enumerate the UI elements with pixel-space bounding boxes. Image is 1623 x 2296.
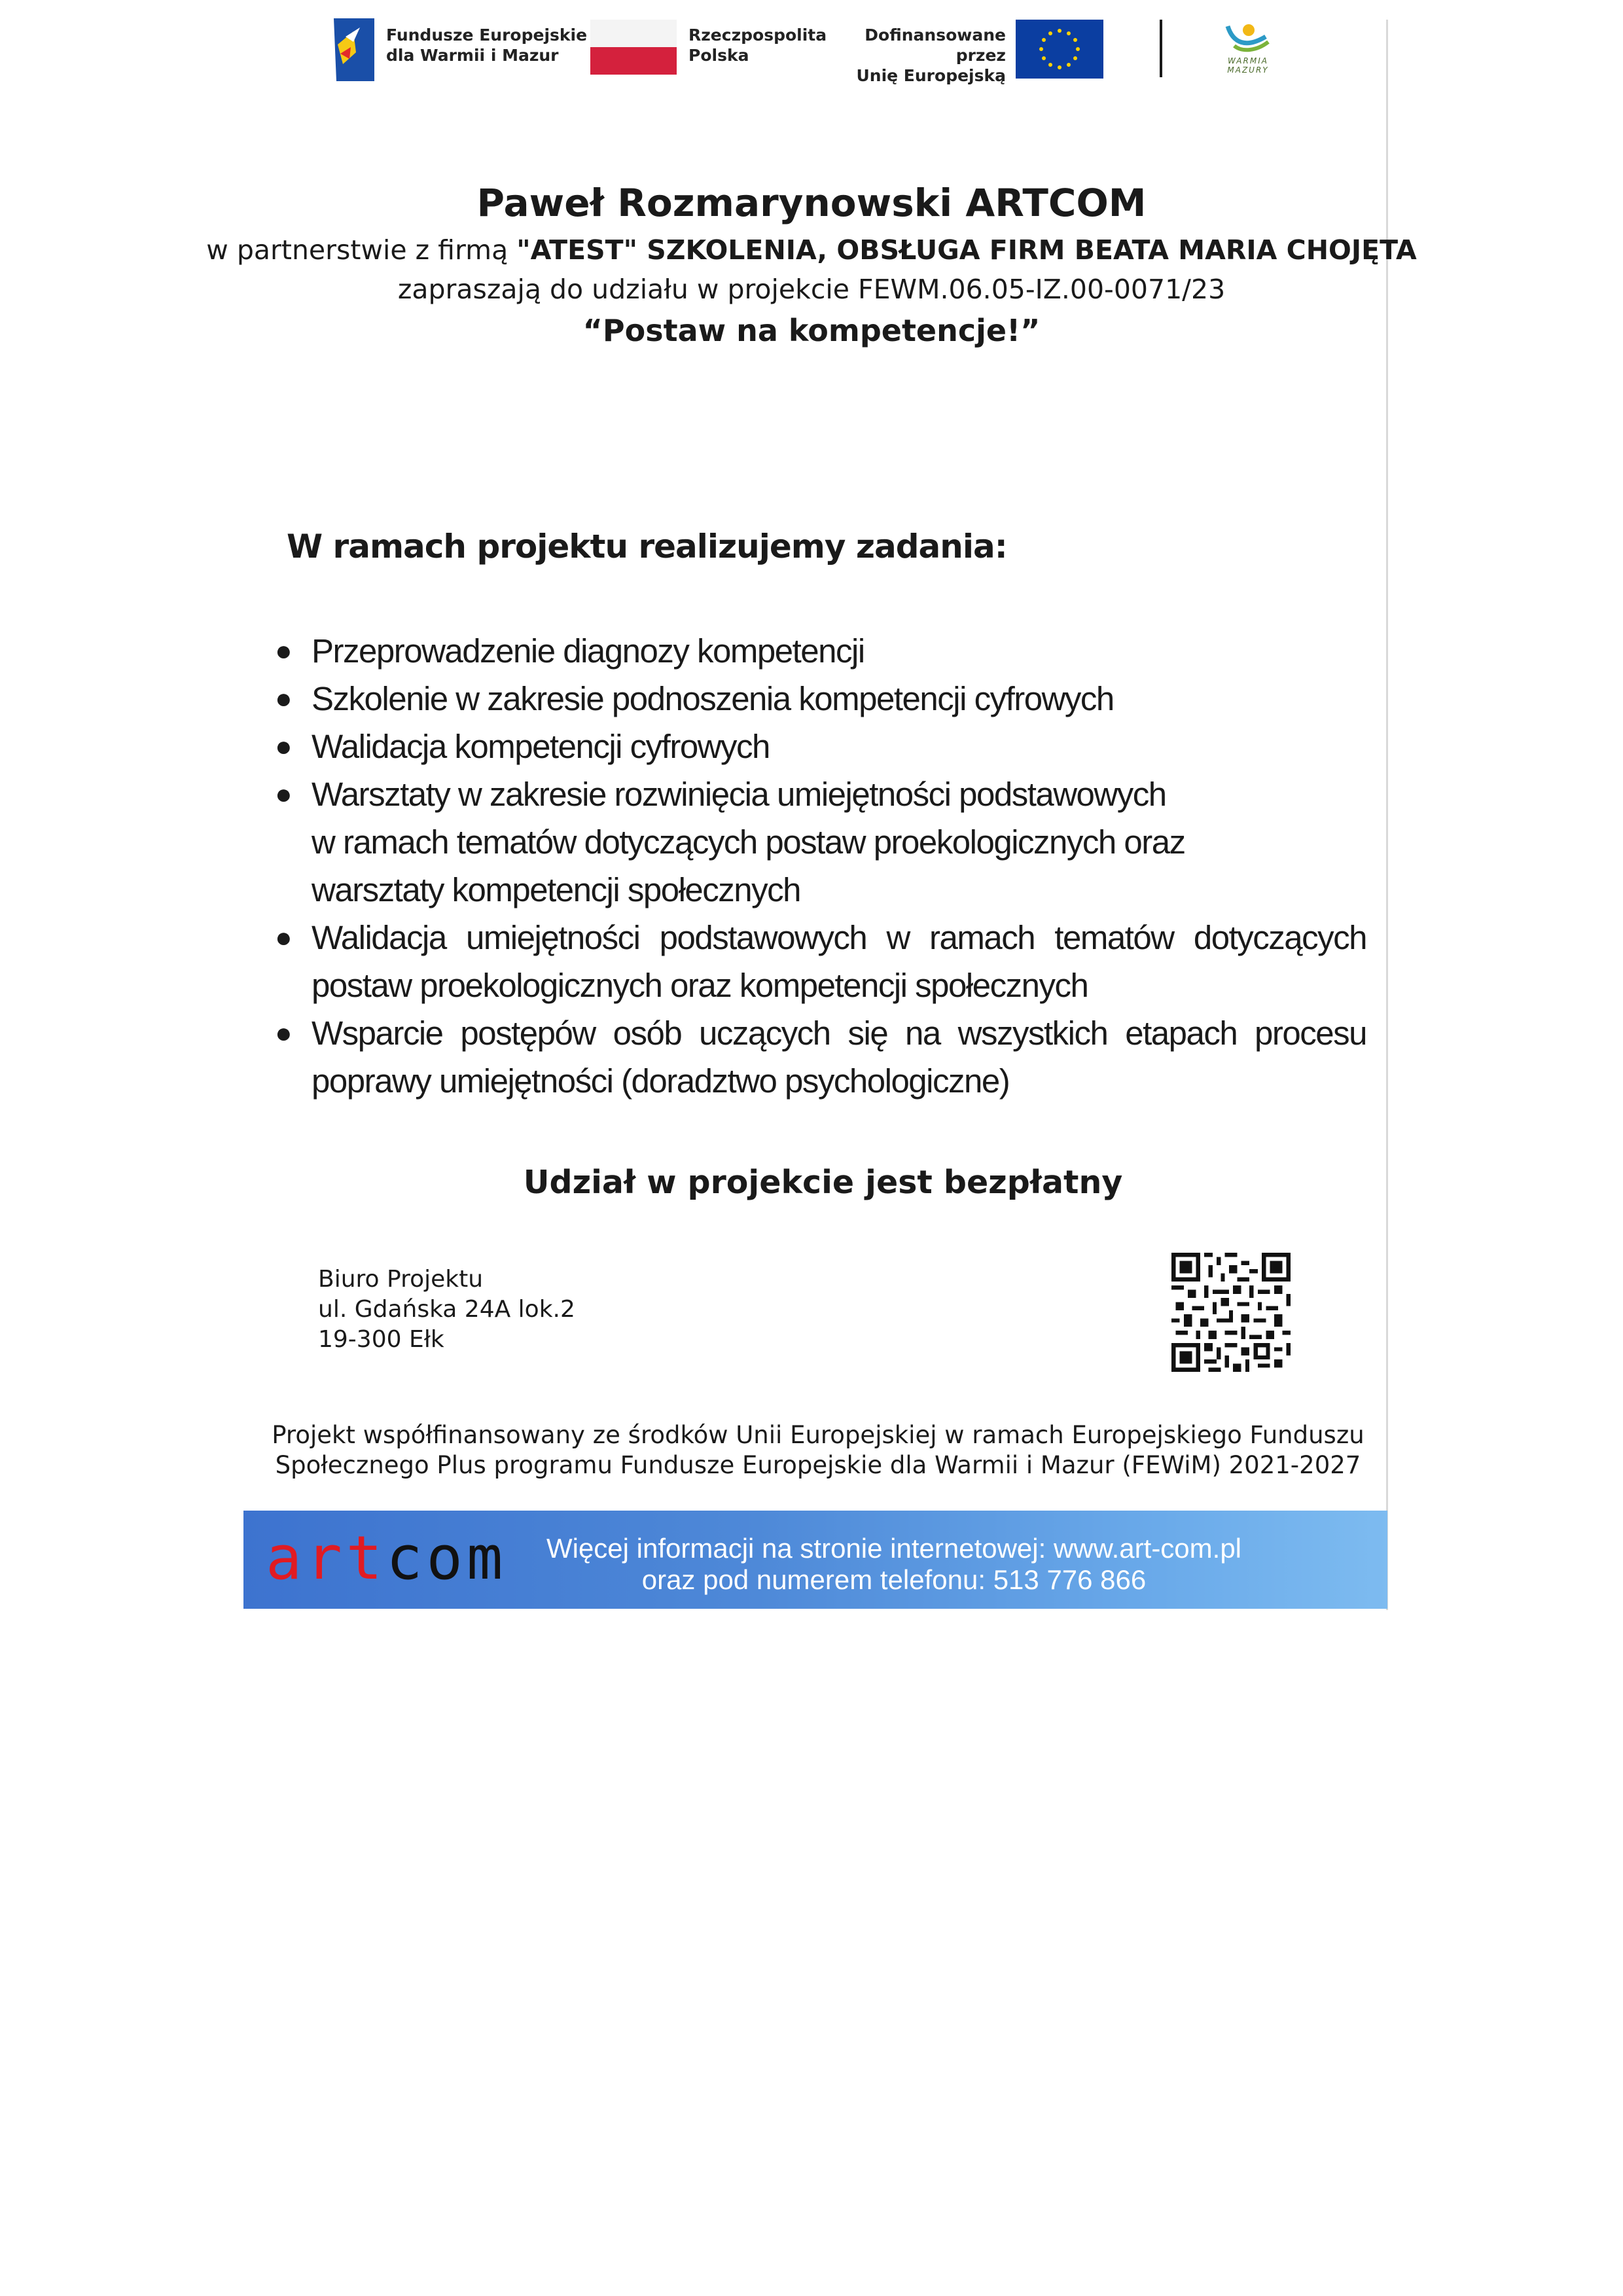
eu-logo-line1: Dofinansowane przez xyxy=(865,26,1006,65)
fe-logo-line1: Fundusze Europejskie xyxy=(386,26,588,45)
cofinancing-line: Społecznego Plus programu Fundusze Europejskie dla Warmii i Mazur (FEWiM) 2021-2027 xyxy=(275,1451,1361,1479)
qr-code-icon xyxy=(1171,1253,1291,1372)
warmia-mazury-logo-icon xyxy=(1220,17,1276,56)
tasks-heading: W ramach projektu realizujemy zadania: xyxy=(287,528,1007,565)
bullet-icon: ● xyxy=(275,922,292,954)
partner-name: "ATEST" SZKOLENIA, OBSŁUGA FIRM BEATA MARIA CHOJĘTA xyxy=(516,234,1417,266)
office-line: Biuro Projektu xyxy=(318,1266,484,1293)
flag-white-stripe xyxy=(590,20,677,47)
task-item-line: poprawy umiejętności (doradztwo psychologiczne) xyxy=(312,1062,1010,1100)
rp-logo-line2: Polska xyxy=(688,46,749,65)
footer-banner xyxy=(243,1511,1387,1609)
cofinancing-note xyxy=(0,1420,1623,1480)
bullet-icon: ● xyxy=(275,778,292,810)
eu-logo-line2: Unię Europejską xyxy=(856,66,1006,85)
partner-line xyxy=(0,234,1623,266)
footer-info-phone: oraz pod numerem telefonu: 513 776 866 xyxy=(641,1564,1147,1595)
partner-prefix: w partnerstwie z firmą xyxy=(206,234,517,266)
project-name: “Postaw na kompetencje!” xyxy=(582,313,1041,348)
bullet-icon: ● xyxy=(275,635,292,667)
cofinancing-line: Projekt współfinansowany ze środków Unii Europejskiej w ramach Europejskiego Funduszu xyxy=(272,1421,1364,1449)
poland-flag-icon xyxy=(590,20,677,75)
task-item xyxy=(275,723,1366,770)
task-item-line: w ramach tematów dotyczących postaw proekologicznych oraz xyxy=(312,823,1185,861)
bullet-icon: ● xyxy=(275,683,292,715)
task-item xyxy=(275,914,1366,1009)
task-item xyxy=(275,675,1366,723)
organizer-title: Paweł Rozmarynowski ARTCOM xyxy=(476,181,1147,225)
bullet-icon: ● xyxy=(275,730,292,762)
footer-info-website: Więcej informacji na stronie internetowej: www.art-com.pl xyxy=(546,1533,1242,1564)
task-item-line: Przeprowadzenie diagnozy kompetencji xyxy=(312,632,865,670)
warmia-mazury-logo-text: WARMIA MAZURY xyxy=(1227,56,1269,75)
artcom-logo-black: com xyxy=(386,1523,507,1593)
task-list xyxy=(275,627,1366,1105)
artcom-logo-red: art xyxy=(266,1523,387,1593)
flag-red-stripe xyxy=(590,47,677,75)
task-item-line: Walidacja kompetencji cyfrowych xyxy=(312,728,770,765)
free-participation-note: Udział w projekcie jest bezpłatny xyxy=(523,1164,1123,1201)
task-item-line: Szkolenie w zakresie podnoszenia kompetencji cyfrowych xyxy=(312,680,1114,717)
eu-logo-text xyxy=(839,25,1006,86)
invitation-line: zapraszają do udziału w projekcie FEWM.06.05-IZ.00-0071/23 xyxy=(397,274,1226,305)
task-item-line: Warsztaty w zakresie rozwinięcia umiejętności podstawowych xyxy=(312,776,1166,813)
task-item-line: Walidacja umiejętności podstawowych w ramach tematów dotyczących xyxy=(312,919,1366,956)
project-office-address xyxy=(318,1265,575,1355)
fe-logo-line2: dla Warmii i Mazur xyxy=(386,46,559,65)
rp-logo-line1: Rzeczpospolita xyxy=(688,26,827,45)
task-item xyxy=(275,1009,1366,1105)
bullet-icon: ● xyxy=(275,1017,292,1049)
office-line: 19-300 Ełk xyxy=(318,1326,444,1353)
rp-logo-text xyxy=(688,25,827,65)
fe-logo-text xyxy=(386,25,587,65)
office-line: ul. Gdańska 24A lok.2 xyxy=(318,1296,575,1323)
eu-flag-icon xyxy=(1016,20,1103,79)
task-item-line: postaw proekologicznych oraz kompetencji społecznych xyxy=(312,967,1088,1004)
logo-divider xyxy=(1160,20,1162,77)
task-item-line: warsztaty kompetencji społecznych xyxy=(312,871,801,908)
task-item xyxy=(275,627,1366,675)
task-item-line: Wsparcie postępów osób uczących się na wszystkich etapach procesu xyxy=(312,1014,1366,1052)
fe-logo-icon xyxy=(334,18,374,81)
task-item xyxy=(275,770,1366,914)
